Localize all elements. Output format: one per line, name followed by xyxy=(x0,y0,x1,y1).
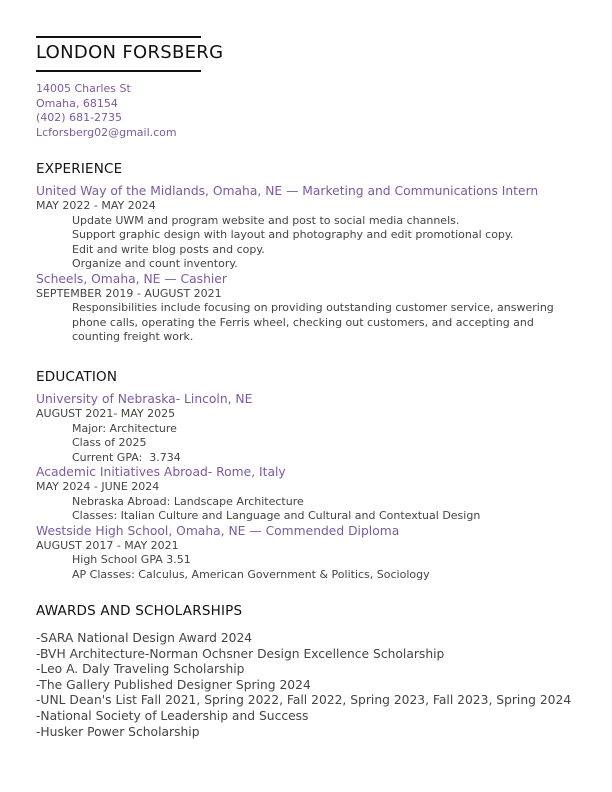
entry-details xyxy=(36,422,586,466)
entry-title: Academic Initiatives Abroad- Rome, Italy xyxy=(36,465,286,479)
award-item: -Leo A. Daly Traveling Scholarship xyxy=(36,662,245,677)
award-item: -The Gallery Published Designer Spring 2024 xyxy=(36,677,311,692)
detail-line: Nebraska Abroad: Landscape Architecture xyxy=(72,494,304,508)
detail-line: Update UWM and program website and post to social media channels. xyxy=(72,213,460,227)
detail-line: Current GPA: 3.734 xyxy=(72,450,181,464)
name-rule-top xyxy=(36,36,201,38)
award-item: -National Society of Leadership and Success xyxy=(36,708,309,723)
education-entry xyxy=(36,392,586,465)
entry-dates: MAY 2024 - JUNE 2024 xyxy=(36,480,160,493)
resume-name: LONDON FORSBERG xyxy=(36,42,224,63)
detail-line: Responsibilities include focusing on providing outstanding customer service, answering phone calls, operating the Ferris wheel, checking out customers, and accepting and counting freight work. xyxy=(72,301,554,343)
awards-heading: AWARDS AND SCHOLARSHIPS xyxy=(36,603,243,619)
entry-dates: AUGUST 2017 - MAY 2021 xyxy=(36,538,179,552)
detail-line: Edit and write blog posts and copy. xyxy=(72,242,265,256)
contact-email: Lcforsberg02@gmail.com xyxy=(36,125,177,139)
detail-line: Organize and count inventory. xyxy=(72,257,238,270)
contact-street: 14005 Charles St xyxy=(36,82,131,95)
detail-line: High School GPA 3.51 xyxy=(72,553,191,566)
name-rule-bottom xyxy=(36,70,201,72)
experience-section xyxy=(36,160,586,345)
entry-details xyxy=(36,553,586,582)
awards-section xyxy=(36,602,586,740)
detail-line: Class of 2025 xyxy=(72,436,147,449)
experience-entry xyxy=(36,184,586,272)
experience-entry xyxy=(36,272,586,345)
award-item: -SARA National Design Award 2024 xyxy=(36,631,253,645)
detail-line: Major: Architecture xyxy=(72,421,177,435)
award-item: -Husker Power Scholarship xyxy=(36,724,200,739)
awards-list xyxy=(36,631,586,740)
entry-title: Westside High School, Omaha, NE — Commended Diploma xyxy=(36,523,400,538)
award-item: -BVH Architecture-Norman Ochsner Design Excellence Scholarship xyxy=(36,646,445,661)
education-entry xyxy=(36,524,586,583)
entry-dates: MAY 2022 - MAY 2024 xyxy=(36,199,156,212)
award-item: -UNL Dean's List Fall 2021, Spring 2022, Fall 2022, Spring 2023, Fall 2023, Spring 2024 xyxy=(36,693,572,708)
entry-details xyxy=(36,495,586,524)
entry-dates: AUGUST 2021- MAY 2025 xyxy=(36,407,176,420)
education-section xyxy=(36,368,586,582)
experience-heading: EXPERIENCE xyxy=(36,161,123,177)
entry-title: United Way of the Midlands, Omaha, NE — Marketing and Communications Intern xyxy=(36,184,539,198)
entry-title: University of Nebraska- Lincoln, NE xyxy=(36,392,253,406)
entry-details xyxy=(36,214,586,272)
entry-dates: SEPTEMBER 2019 - AUGUST 2021 xyxy=(36,286,222,300)
detail-line: AP Classes: Calculus, American Government & Politics, Sociology xyxy=(72,567,430,581)
entry-details xyxy=(36,301,586,345)
contact-phone: (402) 681-2735 xyxy=(36,111,123,124)
education-entry xyxy=(36,465,586,524)
contact-block xyxy=(36,82,177,140)
entry-title: Scheels, Omaha, NE — Cashier xyxy=(36,271,227,286)
detail-line: Support graphic design with layout and photography and edit promotional copy. xyxy=(72,228,514,241)
education-heading: EDUCATION xyxy=(36,369,118,385)
detail-line: Classes: Italian Culture and Language and Cultural and Contextual Design xyxy=(72,509,481,522)
contact-city: Omaha, 68154 xyxy=(36,96,118,110)
